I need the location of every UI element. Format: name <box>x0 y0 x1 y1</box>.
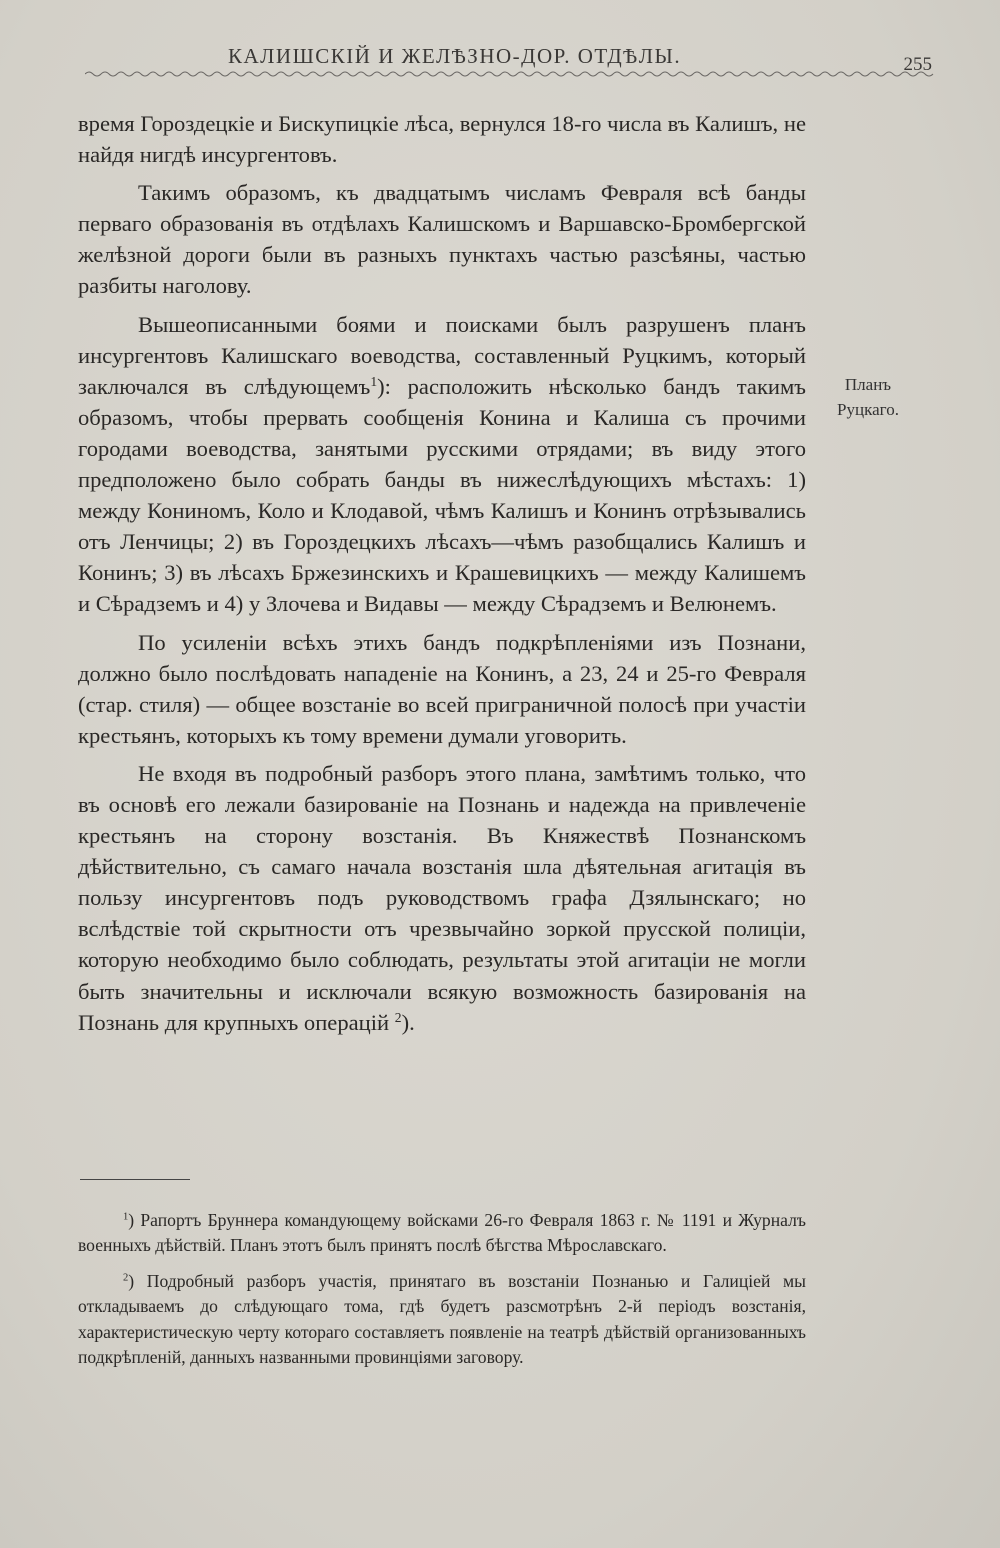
paragraph-3-part-2: ): расположить нѣсколько бандъ такимъ образомъ, чтобы прервать сообщенія Конина и Калиша съ прочими городами воеводства, занятыми русскими отрядами; въ виду этого предположено было собрать банды въ нижеслѣдующихъ мѣстахъ: 1) между Кониномъ, Коло и Клодавой, чѣмъ Калишъ и Конинъ отрѣзывались отъ Ленчицы; 2) въ Гороздецкихъ лѣсахъ—чѣмъ разобщались Калишъ и Конинъ; 3) въ лѣсахъ Бржезинскихъ и Крашевицкихъ — между Калишемъ и Сѣрадземъ и 4) у Злочева и Видавы — между Сѣрадземъ и Велюнемъ. <box>78 373 806 617</box>
paragraph-3 <box>78 309 806 620</box>
paragraph-5-part-1: Не входя въ подробный разборъ этого плана, замѣтимъ только, что въ основѣ его лежали базированіе на Познань и надежда на привлеченіе крестьянъ на сторону возстанія. Въ Княжествѣ Познанскомъ дѣйствительно, съ самаго начала возстанія шла дѣятельная агитація въ пользу инсургентовъ подъ руководствомъ графа Дзялынскаго; но вслѣдствіе той скрытности отъ чрезвычайно зоркой прусской полиціи, которую необходимо было соблюдать, результаты этой агитаціи не могли быть значительны и исключали всякую возможность базированія на Познань для крупныхъ операцій <box>78 760 806 1035</box>
paragraph-4: По усиленіи всѣхъ этихъ бандъ подкрѣпленіями изъ Познани, должно было послѣдовать нападеніе на Конинъ, а 23, 24 и 25-го Февраля (стар. стиля) — общее возстаніе во всей приграничной полосѣ при участіи крестьянъ, которыхъ къ тому времени думали уговорить. <box>78 629 806 748</box>
paragraph-3-part-1: Вышеописанными боями и поисками былъ разрушенъ планъ инсургентовъ Калишскаго воеводства, составленный Руцкимъ, который заключался въ слѣдующемъ <box>78 311 806 399</box>
paragraph-1: время Гороздецкіе и Бискупицкіе лѣса, вернулся 18-го числа въ Калишъ, не найдя нигдѣ инсургентовъ. <box>78 111 806 168</box>
footnote-ref-2: 2 <box>394 1009 402 1025</box>
page-number: 255 <box>903 54 932 75</box>
paragraph-5-part-2: ). <box>401 1009 415 1035</box>
footnote-marker-1: 1 <box>123 1211 129 1223</box>
paragraph-5 <box>78 758 806 1038</box>
footnotes <box>78 1208 806 1380</box>
footnote-2-text: Подробный разборъ участія, принятаго въ возстаніи Познанью и Галиціей мы откладываемъ до слѣдующаго тома, гдѣ будетъ разсмотрѣнъ 2-й періодъ возстанія, характеристическую черту котораго составляетъ появленіе на театрѣ дѣйствій организованныхъ подкрѣпленій, данныхъ названными провинціями заговору. <box>78 1270 806 1368</box>
page-header <box>85 38 935 88</box>
footnote-divider <box>80 1179 190 1180</box>
paragraph-2: Такимъ образомъ, къ двадцатымъ числамъ Февраля всѣ банды перваго образованія въ отдѣлахъ Калишскомъ и Варшавско-Бромбергской желѣзной дороги были въ разныхъ пунктахъ частью разсѣяны, частью разбиты наголову. <box>78 180 806 299</box>
footnote-2: $^2$) Подробный разборъ участія, принятаго въ возстаніи Познанью и Галиціей мы откладываемъ до слѣдующаго тома, гдѣ будетъ разсмотрѣнъ 2-й періодъ возстанія, характеристическую черту котораго составляетъ появленіе на театрѣ дѣйствій организованныхъ подкрѣпленій, данныхъ названными провинціями заговору. <box>78 1270 806 1368</box>
footnote-ref-1: 1 <box>370 373 378 389</box>
footnote-1: $^1$) Рапортъ Бруннера командующему войсками 26-го Февраля 1863 г. № 1191 и Журналъ военныхъ дѣйствій. Планъ этотъ былъ принятъ послѣ бѣгства Мѣрославскаго. <box>78 1210 806 1256</box>
running-head: КАЛИШСКІЙ И ЖЕЛѢЗНО-ДОР. ОТДѢЛЫ. <box>228 44 682 68</box>
footnote-marker-2: 2 <box>123 1272 129 1284</box>
main-text <box>78 108 806 1045</box>
wavy-rule <box>85 68 935 80</box>
margin-note: Планъ Руцкаго. <box>837 375 899 419</box>
footnote-1-text: Рапортъ Бруннера командующему войсками 26-го Февраля 1863 г. № 1191 и Журналъ военныхъ дѣйствій. Планъ этотъ былъ принятъ послѣ бѣгства Мѣрославскаго. <box>78 1210 806 1256</box>
